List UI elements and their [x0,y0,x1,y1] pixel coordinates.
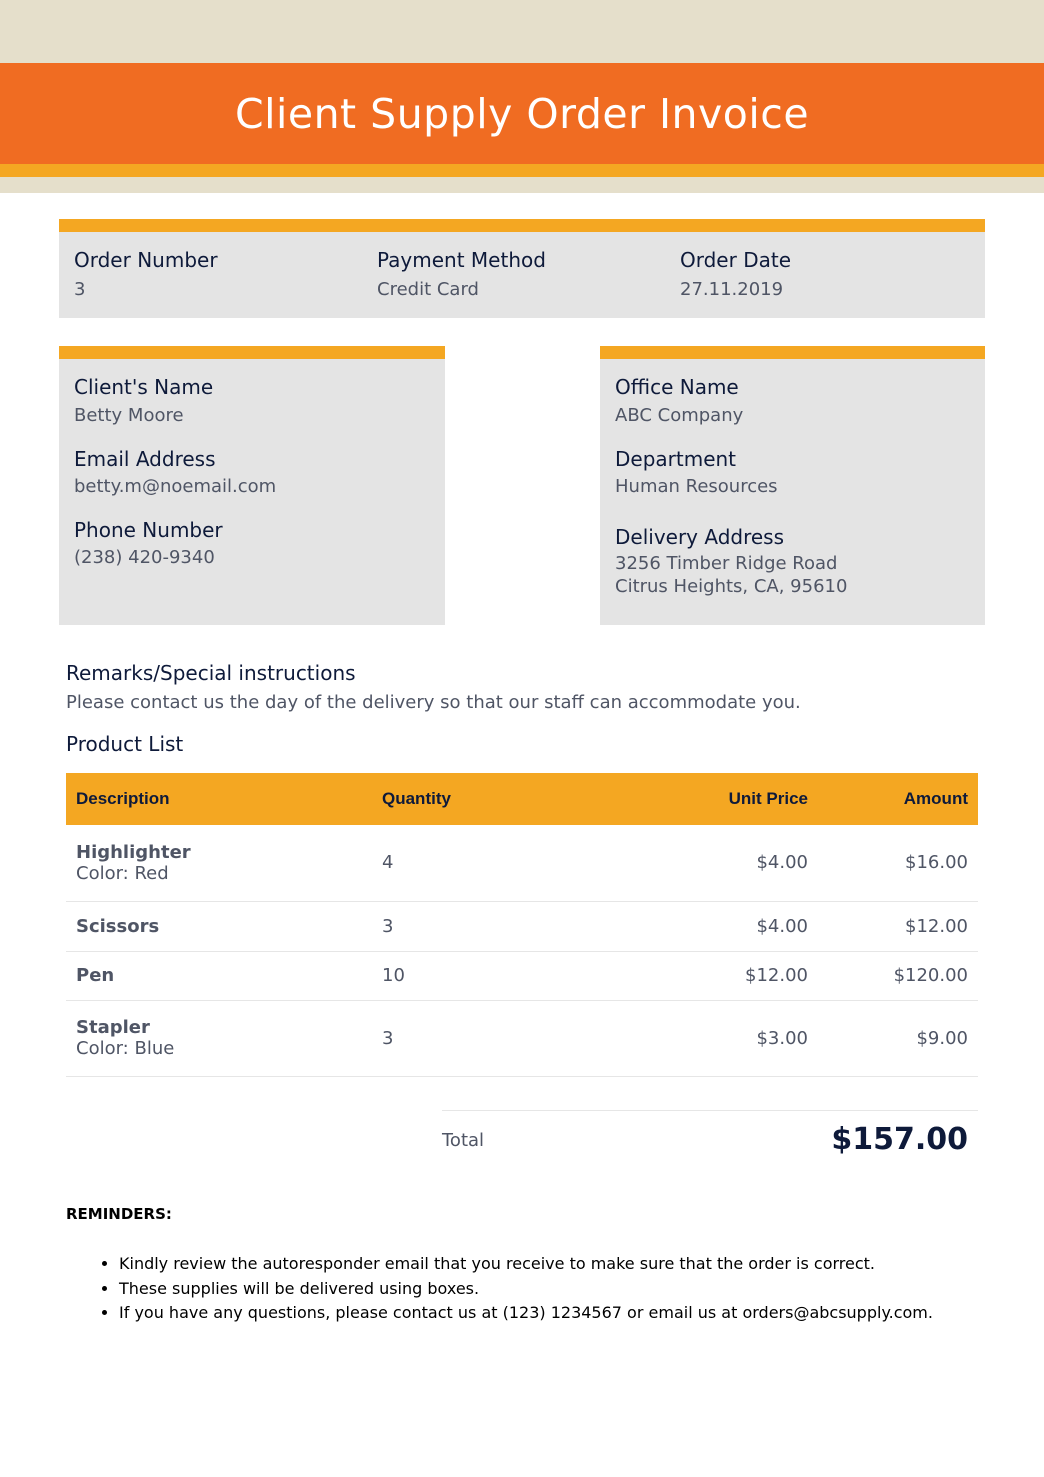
row-unit-price: $4.00 [592,825,818,901]
row-quantity: 3 [372,901,592,951]
email-field [74,446,276,498]
client-name-label: Client's Name [74,375,214,399]
order-date-value: 27.11.2019 [680,279,784,300]
office-name-value: ABC Company [615,405,744,426]
order-number-field [74,247,218,301]
row-description [66,1000,372,1076]
delivery-address-label: Delivery Address [615,525,785,549]
reminders-title: REMINDERS: [66,1205,172,1223]
client-name-value: Betty Moore [74,405,184,426]
header-accent-strip [0,164,1044,177]
order-date-field [680,247,791,301]
remarks-title: Remarks/Special instructions [66,661,356,685]
payment-method-label: Payment Method [377,248,546,272]
row-amount: $9.00 [818,1000,978,1076]
col-description: Description [66,773,372,825]
delivery-address-line2: Citrus Heights, CA, 95610 [615,576,848,597]
row-unit-price: $12.00 [592,951,818,1000]
col-unit-price: Unit Price [592,773,818,825]
item-variant: Color: Blue [76,1038,175,1059]
item-name: Stapler [76,1017,150,1038]
title-bar [0,63,1044,164]
row-amount: $12.00 [818,901,978,951]
delivery-address-field [615,524,847,598]
order-info-card [59,219,985,318]
row-description [66,951,372,1000]
payment-method-field [377,247,546,301]
order-number-label: Order Number [74,248,218,272]
table-row [66,1000,978,1076]
total-label: Total [442,1130,485,1151]
phone-value: (238) 420-9340 [74,547,215,568]
order-number-value: 3 [74,279,86,300]
email-label: Email Address [74,447,216,471]
product-list-title: Product List [66,732,184,756]
reminder-item: • These supplies will be delivered using boxes. [119,1277,933,1302]
product-table [66,773,978,1077]
client-name-field [74,374,213,427]
delivery-address-line1: 3256 Timber Ridge Road [615,553,838,574]
row-quantity: 10 [372,951,592,1000]
phone-label: Phone Number [74,518,223,542]
reminders-list [66,1252,933,1326]
col-quantity: Quantity [372,773,592,825]
department-value: Human Resources [615,476,778,497]
item-name: Pen [76,965,115,986]
page-title: Client Supply Order Invoice [234,89,810,138]
office-name-label: Office Name [615,375,739,399]
office-info-card [600,346,985,625]
row-description [66,901,372,951]
email-value: betty.m@noemail.com [74,476,277,497]
table-row [66,825,978,901]
total-value: $157.00 [831,1122,968,1157]
item-variant: Color: Red [76,862,169,884]
reminder-item: • If you have any questions, please contact us at (123) 1234567 or email us at orders@abcsupply.com. [119,1301,933,1326]
client-info-card [59,346,445,625]
row-unit-price: $3.00 [592,1000,818,1076]
product-table-header [66,773,978,825]
office-name-field [615,374,743,427]
row-description [66,825,372,901]
reminder-item: • Kindly review the autoresponder email that you receive to make sure that the order is correct. [119,1252,933,1277]
payment-method-value: Credit Card [377,279,479,300]
row-quantity: 3 [372,1000,592,1076]
row-amount: $16.00 [818,825,978,901]
department-field [615,446,778,498]
table-row [66,951,978,1000]
item-name: Scissors [76,915,160,937]
table-row [66,901,978,951]
order-date-label: Order Date [680,248,791,272]
total-divider [442,1110,978,1111]
row-unit-price: $4.00 [592,901,818,951]
item-name: Highlighter [76,841,191,863]
row-amount: $120.00 [818,951,978,1000]
row-quantity: 4 [372,825,592,901]
remarks-text: Please contact us the day of the delivery so that our staff can accommodate you. [66,692,801,713]
col-amount: Amount [818,773,978,825]
phone-field [74,517,223,569]
department-label: Department [615,447,737,471]
